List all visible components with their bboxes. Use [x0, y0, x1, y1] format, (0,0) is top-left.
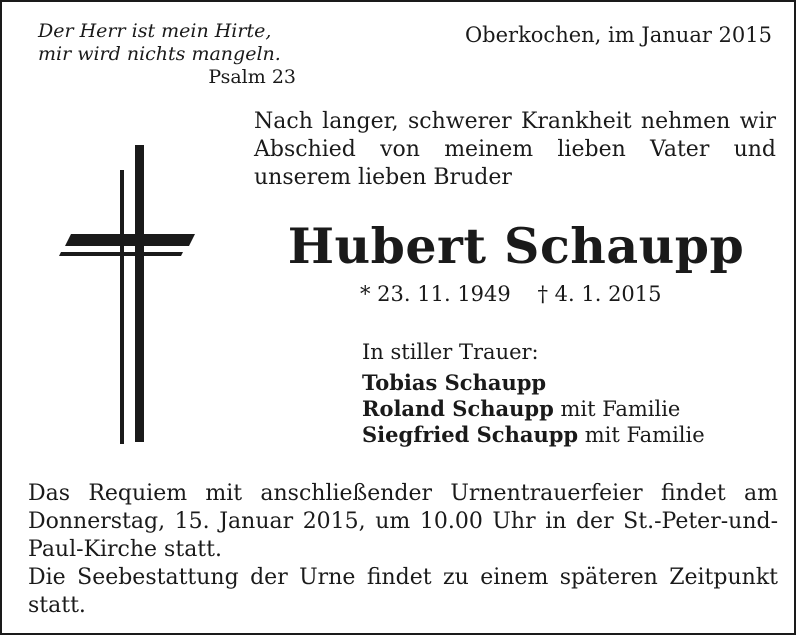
place-date: Oberkochen, im Januar 2015 — [464, 23, 772, 47]
latin-cross-icon — [57, 142, 197, 447]
service-info — [28, 480, 778, 620]
burial-text: Die Seebestattung der Urne findet zu einem späteren Zeitpunkt statt. — [28, 565, 778, 618]
mourner-name: Siegfried Schaupp — [362, 422, 579, 447]
life-dates — [360, 280, 662, 308]
verse-line-1: Der Herr ist mein Hirte, — [38, 20, 272, 42]
mourner-suffix: mit Familie — [578, 423, 705, 447]
death-date: † 4. 1. 2015 — [537, 282, 662, 306]
mourners-list — [362, 370, 705, 448]
intro-text: Nach langer, schwerer Krankheit nehmen wir Abschied von meinem lieben Vater und unserem lieben Bruder — [254, 109, 776, 190]
mourner-name: Roland Schaupp — [362, 396, 554, 421]
mourner-suffix: mit Familie — [553, 397, 681, 421]
mourner-item — [362, 422, 705, 448]
requiem-text: Das Requiem mit anschließender Urnentrauerfeier findet am Donnerstag, 15. Januar 2015, um 10.00 Uhr in der St.-Peter-und-Paul-Kirche statt. — [28, 481, 778, 562]
birth-date: * 23. 11. 1949 — [360, 282, 511, 306]
deceased-name: Hubert Schaupp — [287, 217, 745, 275]
verse-source: Psalm 23 — [208, 66, 296, 88]
mourner-name: Tobias Schaupp — [362, 370, 547, 395]
bible-verse — [38, 20, 302, 89]
verse-line-2: mir wird nichts mangeln. — [38, 43, 281, 65]
mourner-item — [362, 370, 705, 396]
mourning-label: In stiller Trauer: — [362, 340, 539, 364]
mourner-item — [362, 396, 705, 422]
